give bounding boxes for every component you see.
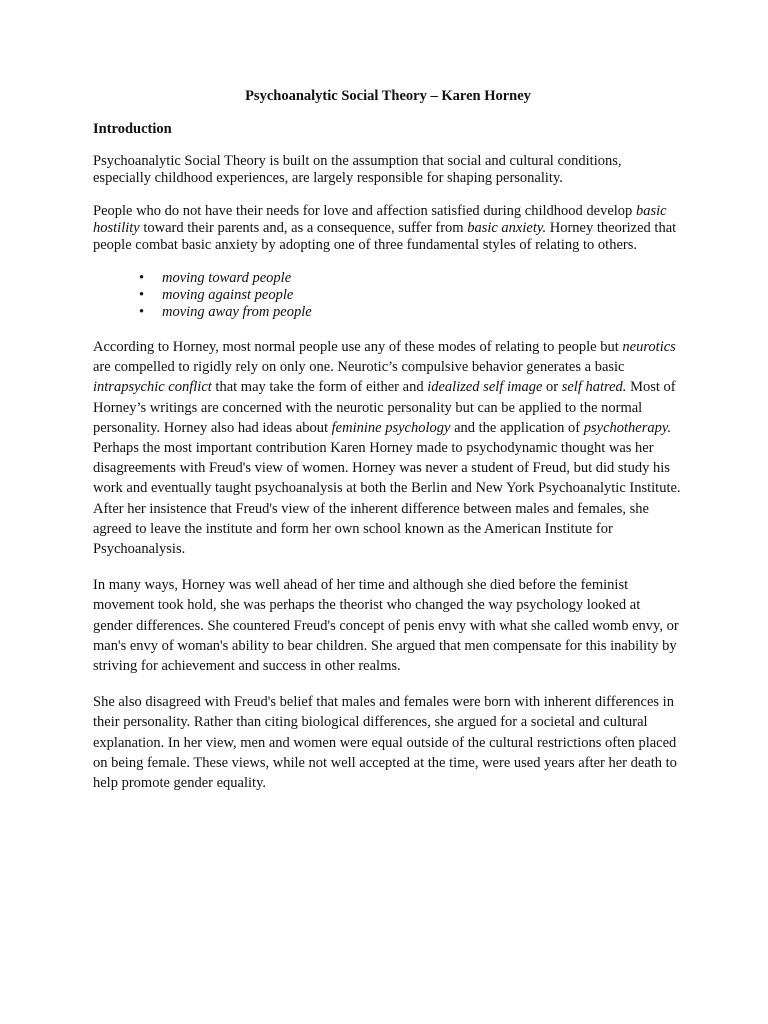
- term-feminine-psychology: feminine psychology: [331, 419, 451, 436]
- paragraph-intro: Psychoanalytic Social Theory is built on the assumption that social and cultural conditions, especially childhood experiences, are largely responsible for shaping personality.: [93, 153, 622, 186]
- text-run: Perhaps the most important contribution Karen Horney made to psychodynamic thought was her disagreements with Freud's view of women. Horney was never a student of Freud, but did study his work and eventually taught psychoanalysis at both the Berlin and New York Psychoanalytic Institute. After her insistence that Freud's view of the inherent difference between males and females, she agreed to leave the institute and form her own school known as the American Institute for Psychoanalysis.: [93, 440, 681, 558]
- bullet-icon: •: [139, 304, 145, 320]
- list-item-text: moving against people: [162, 287, 294, 303]
- term-basic-hostility: basic hostility: [93, 203, 667, 236]
- term-basic-anxiety: basic anxiety.: [467, 220, 547, 236]
- term-self-hatred: self hatred.: [561, 379, 627, 396]
- paragraph-horney-theory: [93, 337, 683, 559]
- text-run: that may take the form of either and: [211, 379, 428, 396]
- term-psychotherapy: psychotherapy.: [583, 419, 672, 436]
- styles-list: [93, 270, 683, 321]
- list-item-text: moving away from people: [162, 304, 312, 320]
- document-title: Psychoanalytic Social Theory – Karen Horney: [245, 88, 531, 104]
- text-run: People who do not have their needs for love and affection satisfied during childhood develop: [93, 203, 636, 219]
- list-item: [139, 304, 683, 321]
- term-idealized-self-image: idealized self image: [427, 379, 543, 396]
- term-intrapsychic-conflict: intrapsychic conflict: [93, 379, 212, 396]
- bullet-icon: •: [139, 270, 145, 286]
- list-item-text: moving toward people: [162, 270, 292, 286]
- text-run: toward their parents and, as a consequence, suffer from: [139, 220, 468, 236]
- term-neurotics: neurotics: [622, 339, 676, 355]
- text-run: According to Horney, most normal people use any of these modes of relating to people but: [93, 339, 623, 355]
- list-item: [139, 287, 683, 304]
- paragraph-gender-equality: She also disagreed with Freud's belief that males and females were born with inherent differences in their personality. Rather than citing biological differences, she argued for a societal and cultural explanation. In her view, men and women were equal outside of the cultural restrictions often placed on being female. These views, while not well accepted at the time, were used years after her death to help promote gender equality.: [93, 694, 677, 792]
- text-run: Most of Horney’s writings are concerned with the neurotic personality but can be applied to the normal personality. Horney also had ideas about: [93, 379, 676, 436]
- paragraph-basic-anxiety: [93, 203, 683, 254]
- text-run: or: [542, 379, 562, 396]
- section-heading-introduction: Introduction: [93, 121, 172, 137]
- text-run: Horney theorized that people combat basic anxiety by adopting one of three fundamental styles of relating to others.: [93, 220, 677, 253]
- list-item: [139, 270, 683, 287]
- paragraph-feminism: In many ways, Horney was well ahead of her time and although she died before the feminist movement took hold, she was perhaps the theorist who changed the way psychology looked at gender differences. She countered Freud's concept of penis envy with what she called womb envy, or man's envy of woman's ability to bear children. She argued that men compensate for this inability by striving for achievement and success in other realms.: [93, 577, 679, 675]
- document-page: [93, 88, 683, 809]
- text-run: and the application of: [450, 419, 584, 436]
- text-run: are compelled to rigidly rely on only one. Neurotic’s compulsive behavior generates a basic: [93, 359, 625, 376]
- bullet-icon: •: [139, 287, 145, 303]
